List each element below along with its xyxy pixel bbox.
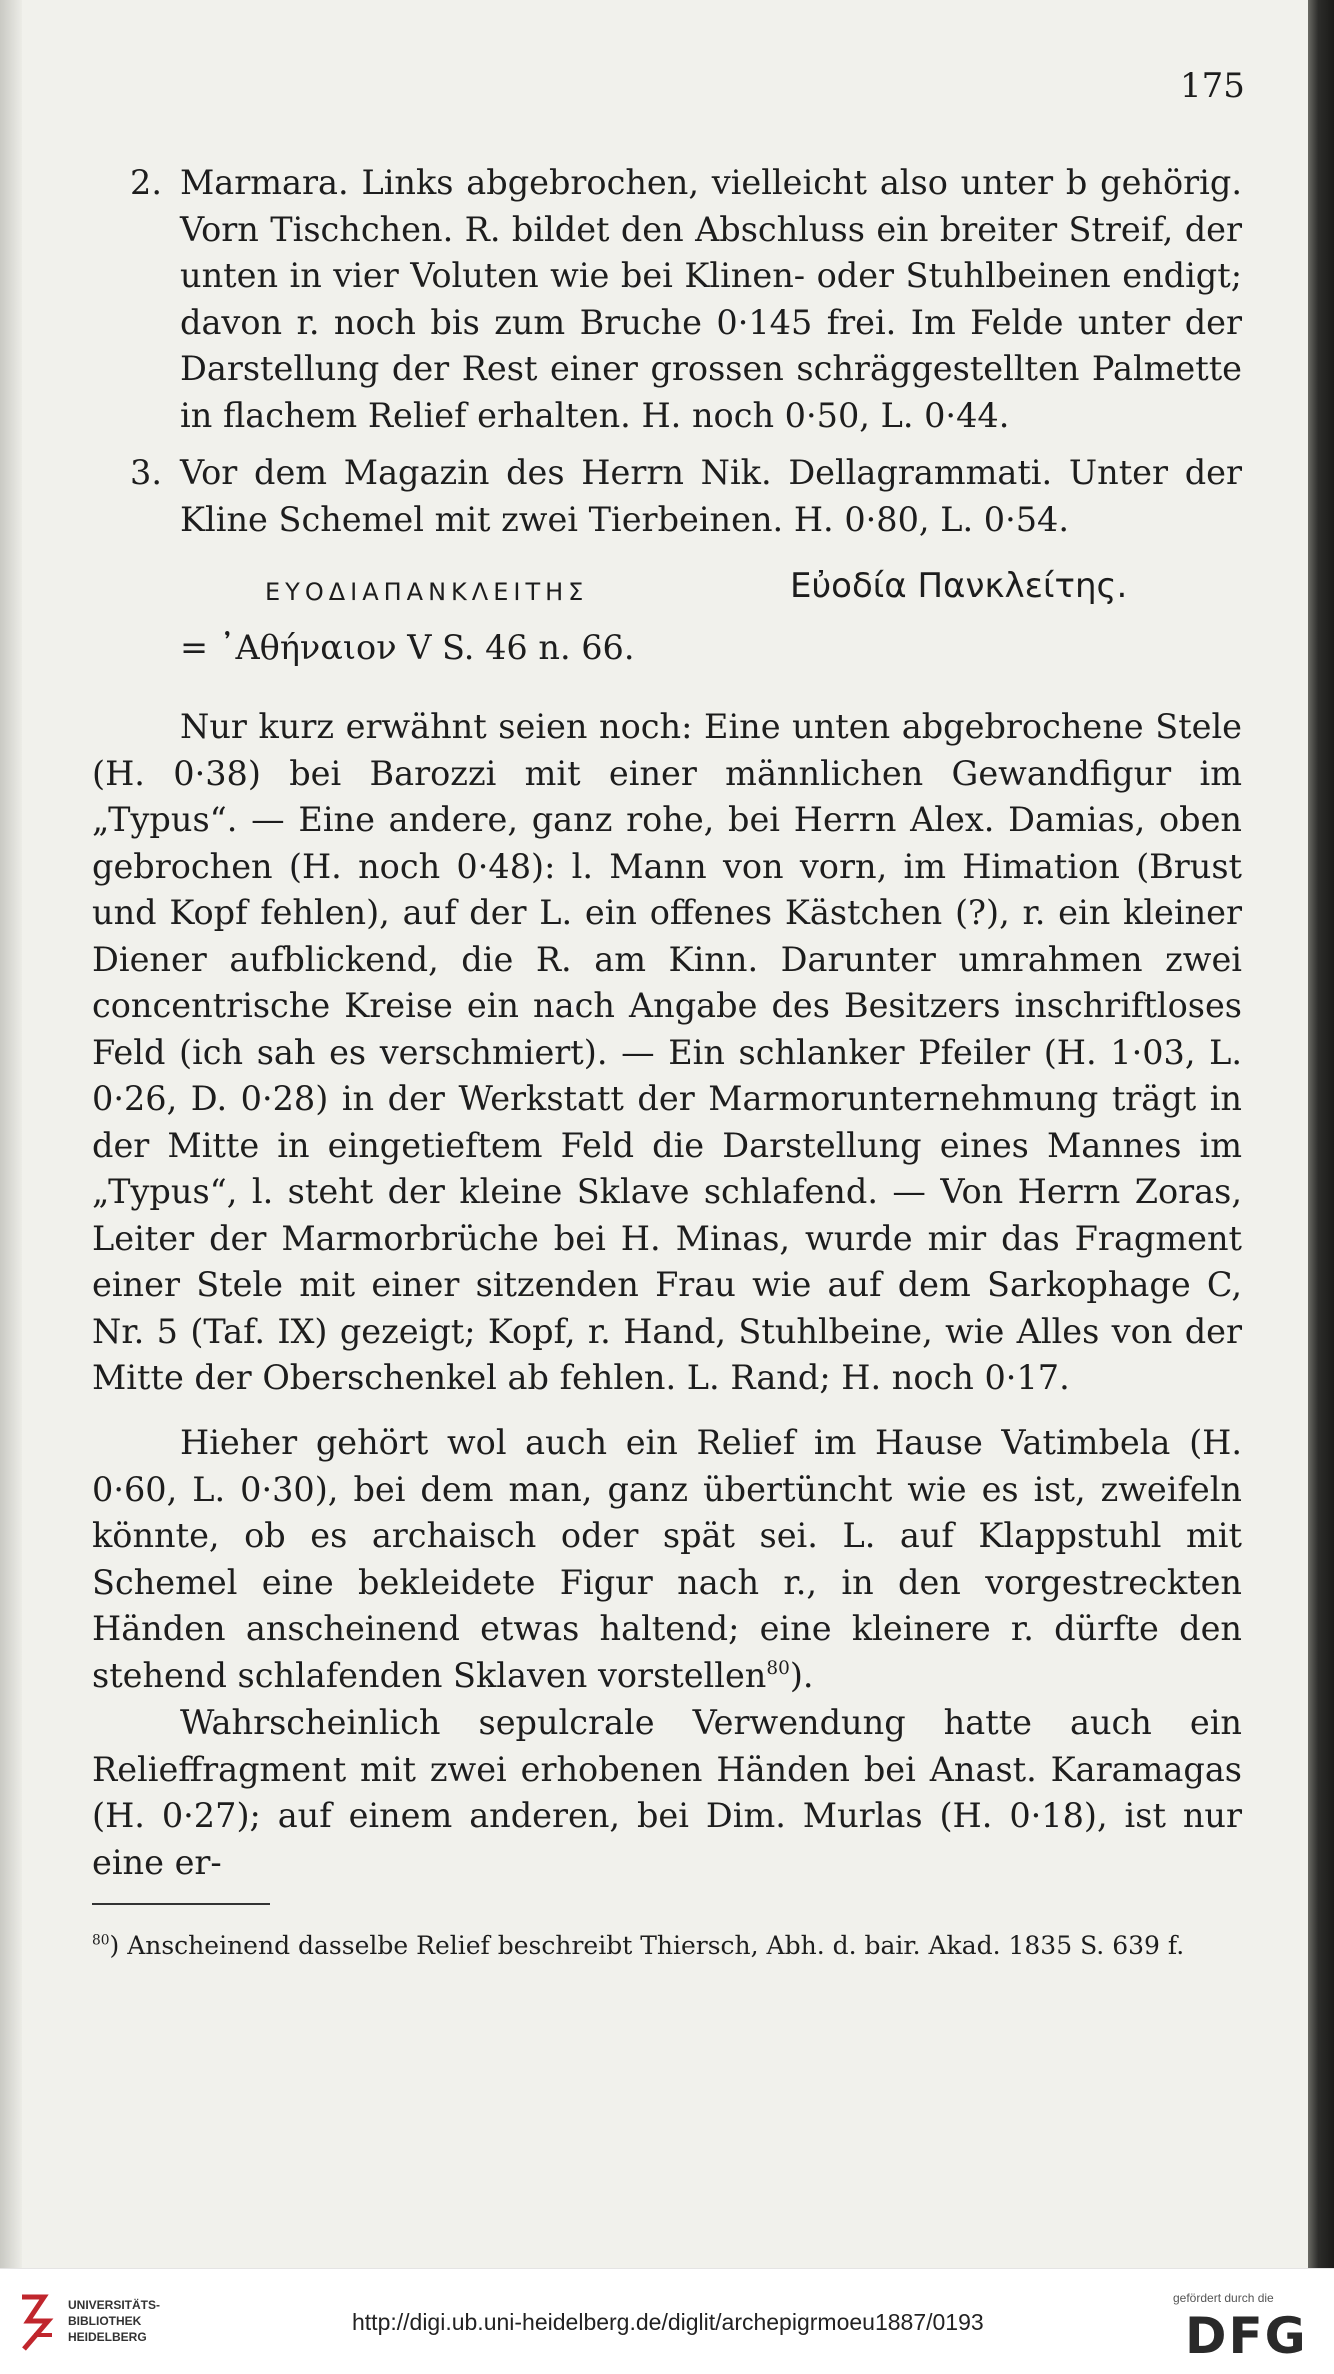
page-gutter-shadow	[1308, 0, 1334, 2268]
paragraph-3: Wahrscheinlich sepulcrale Verwendung hatte auch ein Relieffragment mit zwei erhobenen Händen bei Anast. Karamagas (H. 0·27); auf einem anderen, bei Dim. Murlas (H. 0·18), ist nur eine er-	[92, 1703, 1242, 1882]
footnote-text: ) Anscheinend dasselbe Relief beschreibt Thiersch, Abh. d. bair. Akad. 1835 S. 639 f.	[109, 1931, 1185, 1960]
inscription-transcription: Εὐοδία Πανκλείτης.	[790, 566, 1128, 606]
sponsor-caption: gefördert durch die	[1173, 2291, 1274, 2305]
university-library-logo-icon	[14, 2291, 58, 2353]
list-item-2	[130, 160, 1242, 439]
dfg-logo: DFG	[1185, 2307, 1308, 2365]
paragraph-2-end: ).	[789, 1655, 814, 1695]
footnote-marker: 80	[92, 1932, 110, 1949]
footnote-reference: 80	[766, 1657, 790, 1679]
paragraph-2	[92, 1420, 1242, 1699]
page-left-edge	[0, 0, 22, 2268]
permalink-url[interactable]: http://digi.ub.uni-heidelberg.de/diglit/archepigrmoeu1887/0193	[352, 2309, 984, 2335]
university-library-name: UNIVERSITÄTS- BIBLIOTHEK HEIDELBERG	[68, 2298, 161, 2344]
paragraph-1: Nur kurz erwähnt seien noch: Eine unten abgebrochene Stele (H. 0·38) bei Barozzi mit einer männlichen Gewandfigur im „Typus“. — Eine andere, ganz rohe, bei Herrn Alex. Damias, oben gebrochen (H. noch 0·48): l. Mann von vorn, im Himation (Brust und Kopf fehlen), auf der L. ein offenes Kästchen (?), r. ein kleiner Diener aufblickend, die R. am Kinn. Darunter umrahmen zwei concentrische Kreise ein nach Angabe des Besitzers inschriftloses Feld (ich sah es verschmiert). — Ein schlanker Pfeiler (H. 1·03, L. 0·26, D. 0·28) in der Werkstatt der Marmorunternehmung trägt in der Mitte in eingetieftem Feld die Darstellung eines Mannes im „Typus“, l. steht der kleine Sklave schlafend. — Von Herrn Zoras, Leiter der Marmorbrüche bei H. Minas, wurde mir das Fragment einer Stele mit einer sitzenden Frau wie auf dem Sarkophage C, Nr. 5 (Taf. IX) gezeigt; Kopf, r. Hand, Stuhlbeine, wie Alles von der Mitte der Oberschenkel ab fehlen. L. Rand; H. noch 0·17.	[92, 707, 1242, 1397]
list-item-3	[130, 450, 1242, 543]
list-item-text: Marmara. Links abgebrochen, vielleicht also unter b gehörig. Vorn Tischchen. R. bildet den Abschluss ein breiter Streif, der unten in vier Voluten wie bei Klinen- oder Stuhlbeinen endigt; davon r. noch bis zum Bruche 0·145 frei. Im Felde unter der Darstellung der Rest einer grossen schräggestellten Palmette in flachem Relief erhalten. H. noch 0·50, L. 0·44.	[180, 163, 1242, 435]
list-item-text: Vor dem Magazin des Herrn Nik. Dellagrammati. Unter der Kline Schemel mit zwei Tierbeinen. H. 0·80, L. 0·54.	[180, 453, 1242, 539]
page-number: 175	[1180, 66, 1245, 106]
paragraph-2-text: Hieher gehört wol auch ein Relief im Hause Vatimbela (H. 0·60, L. 0·30), bei dem man, ganz übertüncht wie es ist, zweifeln könnte, ob es archaisch oder spät sei. L. auf Klappstuhl mit Schemel eine bekleidete Figur nach r., in den vorgestreckten Händen anscheinend etwas haltend; eine kleinere r. dürfte den stehend schlafenden Sklaven vorstellen	[92, 1423, 1242, 1695]
list-item-number: 2.	[130, 163, 162, 202]
viewer-footer	[0, 2268, 1334, 2374]
inscription-capitals: ΕΥΟΔΙΑΠΑΝΚΛΕΙΤΗΣ	[265, 578, 589, 606]
footnote	[92, 1926, 1242, 1966]
list-item-number: 3.	[130, 453, 162, 492]
footnote-divider	[92, 1903, 270, 1905]
inscription-reference: = ᾿Αθήναιον V S. 46 n. 66.	[180, 628, 635, 667]
